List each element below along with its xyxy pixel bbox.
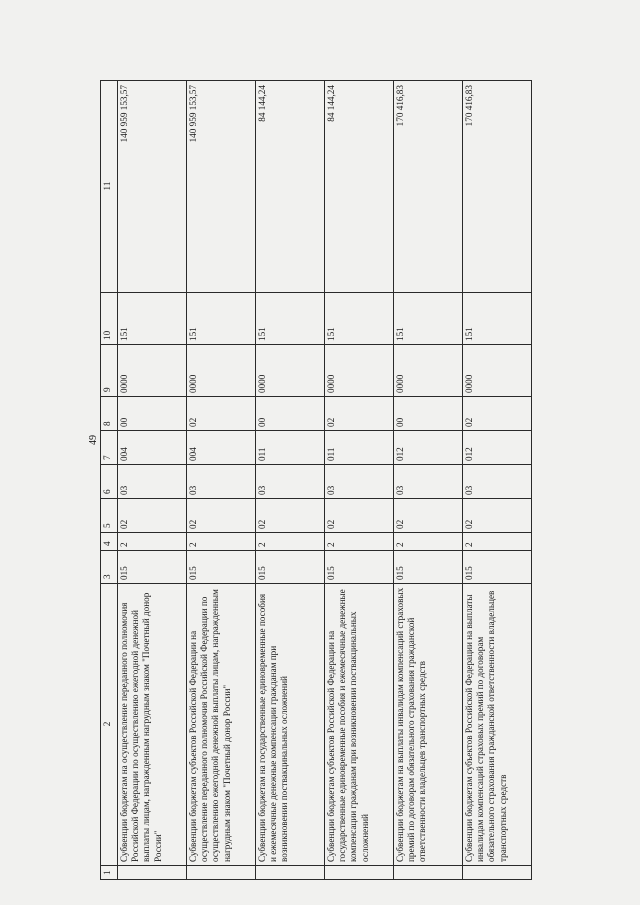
cell-amount: 170 416,83 (463, 81, 532, 293)
cell-col8: 00 (256, 397, 325, 431)
cell-col7: 004 (118, 431, 187, 465)
cell-col4: 2 (118, 533, 187, 551)
header-col-9: 9 (101, 345, 118, 397)
cell-amount: 170 416,83 (394, 81, 463, 293)
cell-col9: 0000 (463, 345, 532, 397)
cell-description: Субвенции бюджетам субъектов Российской Федерации на государственные единовременные пособия и ежемесячные денежные компенсации гражданам при возникновении поствакцинальных осложнений (325, 584, 394, 866)
cell-col5: 02 (256, 499, 325, 533)
cell-col9: 0000 (187, 345, 256, 397)
cell-col9: 0000 (394, 345, 463, 397)
cell-col8: 02 (187, 397, 256, 431)
cell-description: Субвенции бюджетам на осуществление переданного полномочия Российской Федерации по осуществлению ежегодной денежной выплаты лицам, награжденным нагрудным знаком "Почетный донор России" (118, 584, 187, 866)
cell-col1 (463, 866, 532, 880)
header-col-5: 5 (101, 499, 118, 533)
cell-col8: 02 (463, 397, 532, 431)
cell-col3: 015 (118, 551, 187, 584)
cell-col1 (394, 866, 463, 880)
cell-col3: 015 (187, 551, 256, 584)
cell-col6: 03 (187, 465, 256, 499)
cell-col4: 2 (256, 533, 325, 551)
header-col-8: 8 (101, 397, 118, 431)
header-col-1: 1 (101, 866, 118, 880)
header-col-3: 3 (101, 551, 118, 584)
cell-col6: 03 (463, 465, 532, 499)
cell-amount: 140 959 153,57 (187, 81, 256, 293)
cell-col10: 151 (394, 293, 463, 345)
header-col-11: 11 (101, 81, 118, 293)
cell-description: Субвенции бюджетам субъектов Российской Федерации на осуществление переданного полномочия Российской Федерации по осуществлению ежегодной денежной выплаты лицам, награжденным нагрудным знаком "Почетный донор России" (187, 584, 256, 866)
cell-col6: 03 (256, 465, 325, 499)
cell-col8: 00 (394, 397, 463, 431)
budget-table (100, 80, 532, 880)
table-row (394, 81, 463, 880)
cell-col1 (187, 866, 256, 880)
cell-col4: 2 (463, 533, 532, 551)
cell-col6: 03 (394, 465, 463, 499)
cell-col5: 02 (118, 499, 187, 533)
header-col-4: 4 (101, 533, 118, 551)
cell-col10: 151 (118, 293, 187, 345)
cell-col1 (256, 866, 325, 880)
cell-col4: 2 (394, 533, 463, 551)
cell-col3: 015 (256, 551, 325, 584)
cell-col9: 0000 (325, 345, 394, 397)
table-row (187, 81, 256, 880)
header-col-2: 2 (101, 584, 118, 866)
table-row (463, 81, 532, 880)
page-number: 49 (88, 435, 99, 445)
cell-col5: 02 (187, 499, 256, 533)
cell-col6: 03 (325, 465, 394, 499)
cell-col9: 0000 (118, 345, 187, 397)
cell-amount: 84 144,24 (256, 81, 325, 293)
cell-col9: 0000 (256, 345, 325, 397)
cell-col7: 012 (463, 431, 532, 465)
cell-col6: 03 (118, 465, 187, 499)
cell-col3: 015 (325, 551, 394, 584)
cell-col7: 012 (394, 431, 463, 465)
table-row (325, 81, 394, 880)
cell-col4: 2 (325, 533, 394, 551)
cell-col3: 015 (463, 551, 532, 584)
header-col-10: 10 (101, 293, 118, 345)
cell-col7: 011 (256, 431, 325, 465)
header-row (101, 81, 118, 880)
cell-amount: 84 144,24 (325, 81, 394, 293)
cell-col8: 02 (325, 397, 394, 431)
rotated-table-container (100, 80, 532, 880)
cell-col10: 151 (463, 293, 532, 345)
cell-col10: 151 (325, 293, 394, 345)
cell-description: Субвенции бюджетам на выплаты инвалидам компенсаций страховых премий по договорам обязательного страхования гражданской ответственности владельцев транспортных средств (394, 584, 463, 866)
cell-col5: 02 (394, 499, 463, 533)
cell-col5: 02 (463, 499, 532, 533)
table-row (118, 81, 187, 880)
cell-col3: 015 (394, 551, 463, 584)
cell-col10: 151 (187, 293, 256, 345)
cell-col7: 011 (325, 431, 394, 465)
header-col-6: 6 (101, 465, 118, 499)
cell-col1 (118, 866, 187, 880)
cell-col4: 2 (187, 533, 256, 551)
table-row (256, 81, 325, 880)
cell-description: Субвенции бюджетам субъектов Российской Федерации на выплаты инвалидам компенсаций страховых премий по договорам обязательного страхования гражданской ответственности владельцев транспортных средств (463, 584, 532, 866)
cell-col1 (325, 866, 394, 880)
cell-amount: 140 959 153,57 (118, 81, 187, 293)
cell-col8: 00 (118, 397, 187, 431)
cell-description: Субвенции бюджетам на государственные единовременные пособия и ежемесячные денежные компенсации гражданам при возникновении поствакцинальных осложнений (256, 584, 325, 866)
header-col-7: 7 (101, 431, 118, 465)
cell-col10: 151 (256, 293, 325, 345)
cell-col5: 02 (325, 499, 394, 533)
cell-col7: 004 (187, 431, 256, 465)
